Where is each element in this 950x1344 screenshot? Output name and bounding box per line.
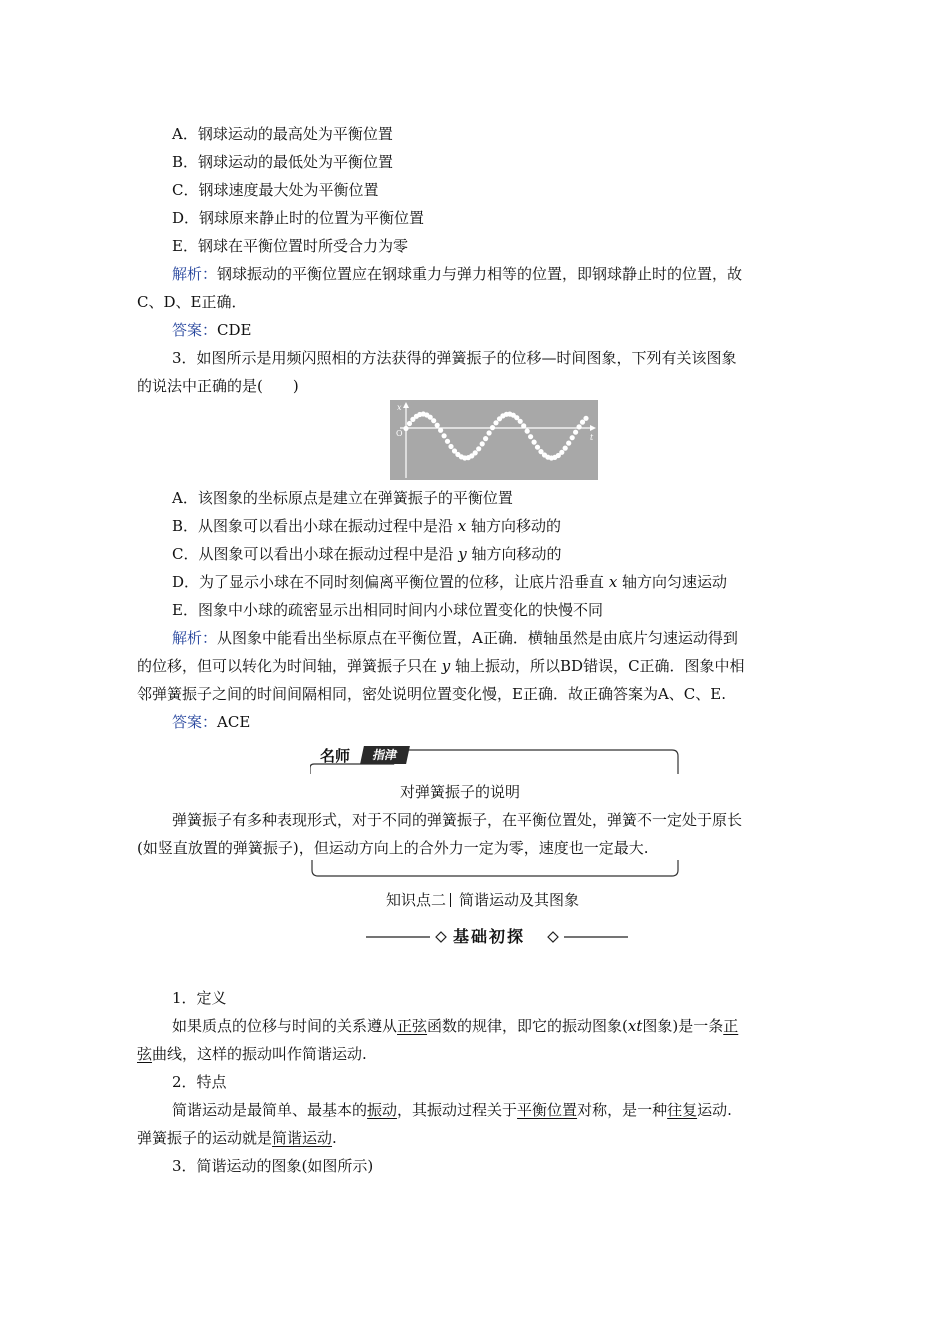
analysis-q3-line1: 解析：从图象中能看出坐标原点在平衡位置，A正确．横轴虽然是由底片匀速运动得到 <box>172 629 738 647</box>
q3-option-b: B．从图象可以看出小球在振动过程中是沿 x 轴方向移动的 <box>172 517 562 535</box>
oscillator-dots <box>403 411 588 460</box>
oscillator-dot <box>532 440 537 445</box>
strobe-photo <box>390 400 598 480</box>
definition-line2: 弦曲线，这样的振动叫作简谐运动. <box>137 1045 367 1063</box>
analysis-label: 解析： <box>172 265 218 283</box>
diamond-icon <box>436 932 446 942</box>
x-axis-label: x <box>397 403 402 412</box>
oscillator-dot <box>407 421 412 426</box>
oscillator-dot <box>566 441 571 446</box>
option-b: B．钢球运动的最低处为平衡位置 <box>172 153 394 171</box>
definition-line1: 如果质点的位移与时间的关系遵从正弦函数的规律，即它的振动图象(xt图象)是一条正 <box>172 1017 739 1035</box>
feature-line1: 简谐运动是最简单、最基本的振动，其振动过程关于平衡位置对称，是一种往复运动. <box>172 1101 732 1119</box>
option-d: D．钢球原来静止时的位置为平衡位置 <box>172 209 425 227</box>
graph-heading: 3．简谐运动的图象(如图所示) <box>172 1157 374 1175</box>
oscillator-dot <box>525 429 530 434</box>
t-axis-label: t <box>590 433 594 442</box>
oscillator-dot <box>480 441 485 446</box>
t-axis-arrow <box>590 425 596 431</box>
oscillator-dot <box>431 418 436 423</box>
definition-heading: 1．定义 <box>172 989 227 1007</box>
oscillator-dot <box>570 435 575 440</box>
q3-option-e: E．图象中小球的疏密显示出相同时间内小球位置变化的快慢不同 <box>172 601 603 619</box>
oscillator-dot <box>483 436 488 441</box>
oscillator-dot <box>487 430 492 435</box>
oscillator-dot <box>577 424 582 429</box>
oscillator-dot <box>476 446 481 451</box>
origin-label: O <box>396 429 403 438</box>
tip-badge-b: 指津 <box>360 746 410 764</box>
section-title: 知识点二 简谐运动及其图象 <box>386 891 580 909</box>
oscillator-dot <box>563 446 568 451</box>
tip-badge-a: 名师 <box>320 747 351 765</box>
oscillation-figure <box>390 400 598 480</box>
analysis-q3-line2: 的位移，但可以转化为时间轴，弹簧振子只在 y 轴上振动，所以BD错误，C正确．图象中相 <box>137 657 745 675</box>
q3-option-d: D．为了显示小球在不同时刻偏离平衡位置的位移，让底片沿垂直 x 轴方向匀速运动 <box>172 573 728 591</box>
q3-option-c: C．从图象可以看出小球在振动过程中是沿 y 轴方向移动的 <box>172 545 562 563</box>
oscillator-dot <box>521 423 526 428</box>
oscillator-dot <box>438 428 443 433</box>
oscillator-dot <box>583 416 588 421</box>
question3-line1: 3．如图所示是用频闪照相的方法获得的弹簧振子的位移—时间图象，下列有关该图象 <box>172 349 737 367</box>
diamond-icon <box>548 932 558 942</box>
tip-line1: 弹簧振子有多种表现形式，对于不同的弹簧振子，在平衡位置处，弹簧不一定处于原长 <box>172 811 743 829</box>
oscillator-dot <box>435 423 440 428</box>
feature-heading: 2．特点 <box>172 1073 227 1091</box>
oscillator-dot <box>442 433 447 438</box>
analysis-q2-line1: 解析：钢球振动的平衡位置应在钢球重力与弹力相等的位置，即钢球静止时的位置，故 <box>172 265 743 283</box>
oscillator-dot <box>528 434 533 439</box>
option-a: A．钢球运动的最高处为平衡位置 <box>172 125 393 143</box>
banner-title: 基础初探 <box>453 927 526 946</box>
option-c: C．钢球速度最大处为平衡位置 <box>172 181 379 199</box>
answer-q3: 答案：ACE <box>172 713 251 731</box>
oscillator-dot <box>559 450 564 455</box>
x-axis-arrow <box>403 402 409 408</box>
q3-option-a: A．该图象的坐标原点是建立在弹簧振子的平衡位置 <box>172 489 513 507</box>
answer-label: 答案： <box>172 321 218 339</box>
oscillator-dot <box>518 419 523 424</box>
analysis-q2-line2: C、D、E正确． <box>137 293 247 311</box>
feature-line2: 弹簧振子的运动就是简谐运动. <box>137 1129 337 1147</box>
tip-line2: (如竖直放置的弹簧振子)，但运动方向上的合外力一定为零，速度也一定最大. <box>137 839 649 857</box>
oscillator-dot <box>573 430 578 435</box>
oscillator-dot <box>490 425 495 430</box>
oscillator-dot <box>448 444 453 449</box>
oscillator-dot <box>493 420 498 425</box>
oscillator-dot <box>403 426 408 431</box>
oscillator-dot <box>445 439 450 444</box>
oscillator-dot <box>473 450 478 455</box>
question3-line2: 的说法中正确的是( ) <box>137 377 299 395</box>
option-e: E．钢球在平衡位置时所受合力为零 <box>172 237 408 255</box>
tip-title: 对弹簧振子的说明 <box>400 783 521 801</box>
answer-value: CDE <box>217 321 252 339</box>
oscillator-dot <box>535 445 540 450</box>
analysis-q3-line3: 邻弹簧振子之间的时间间隔相同，密处说明位置变化慢，E正确．故正确答案为A、C、E. <box>137 685 726 703</box>
answer-q2 <box>172 320 251 342</box>
